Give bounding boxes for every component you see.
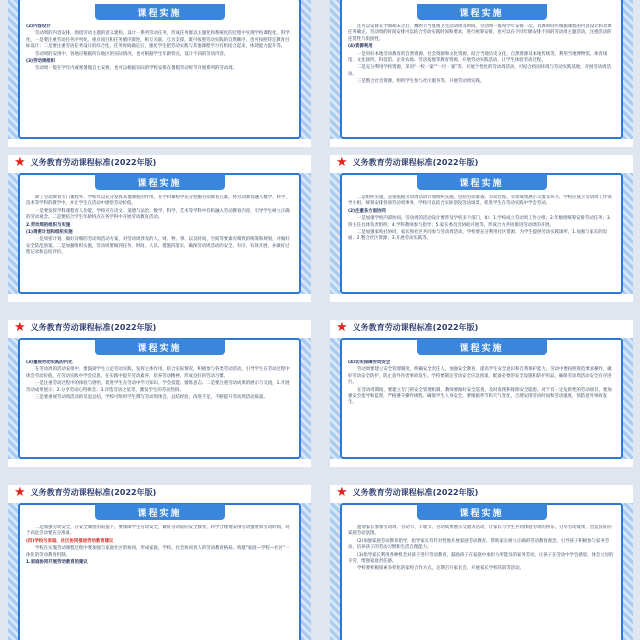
section-header: 课程实施 [95,504,225,520]
slide-thumbnail[interactable] [330,485,633,640]
section-header: 课程实施 [95,174,225,190]
paragraph: 二是充分利用学校资源，采用"一校一案""一区一案"等，开展个性化的劳动周活动，可结合校园环境与劳动实践基地，开展劳动周活动。 [348,65,611,77]
paragraph: 一是用好本地劳动教育的自然资源、社会资源和文化资源，结合当地历史文化、自然资源及本地传统等，利用当地博物馆、体育场馆、文化场所、科技馆、企业农场、劳动基地等教育资源，开展劳动实践活动，让学生体验劳动过程。 [348,51,608,64]
section-header: 课程实施 [417,339,547,355]
paragraph: 劳动周的安排中，各地应根据所在地区的实际情况，也可根据学生年龄特点，设计不同的劳动内容。 [35,51,229,57]
decor-stripe-left [8,503,18,640]
paragraph: 一是注重劳动过程中的体验与感悟，促进学生在劳动中学习知识、学会技能、锻炼意志；二是要注重劳动成果的展示与交流，1.开展劳动成果展示；2.分享劳动心得体会；3.评选劳动之星等，激发学生的劳动热情。 [26,381,290,393]
paragraph: 学校要积极探索多样化的家校合作方式，定期召开家长会，开展家长学校培训等活动。 [357,566,524,572]
star-icon: ★ [336,155,348,170]
slide-thumbnail[interactable] [330,0,633,147]
slide-body [348,360,615,453]
slide-topbar [330,155,633,170]
decor-stripe-left [330,173,340,294]
paragraph: 三是整合社会资源，组织学生参与社区服务等，开展劳动周实践。 [357,79,485,85]
slide-topbar [8,320,311,335]
slide-topbar-title: 义务教育劳动课程标准(2022年版) [30,488,157,497]
section-heading: (4)切实保障劳动安全 [348,360,391,365]
paragraph: 除了劳动教育专门课程外，学校可以充分发挥其他课程的作用，在学科课程中充分挖掘劳动教育元素，将劳动教育融入数学、科学、技术等学科的教学中，并让学生在活动中感悟劳动价值。 [26,195,290,207]
star-icon: ★ [336,320,348,335]
slide-thumbnail[interactable] [8,485,311,640]
slide-topbar [8,485,311,500]
star-icon: ★ [14,485,26,500]
decor-stripe-right [623,503,633,640]
decor-stripe-left [330,503,340,640]
paragraph: 在劳动周期间，要建立专门的安全管理机制，教师要做好安全巡查，及时发现和排除安全隐患。对于有一定危险性的劳动项目，要加强安全指导和监督，严格遵守操作规程，确保学生人身安全。要根据季节和天气变化，合理安排劳动时间和劳动强度，预防意外事故发生。 [348,387,612,406]
slide-topbar-title: 义务教育劳动课程标准(2022年版) [352,158,479,167]
slide-body [26,360,293,453]
slide-body [26,24,293,133]
section-heading: 2.劳动周的组织与实施 [26,222,71,228]
slide-thumbnail[interactable] [8,320,311,467]
decor-stripe-right [301,173,311,294]
decor-stripe-right [301,0,311,139]
decor-stripe-right [623,173,633,294]
decor-stripe-right [301,338,311,459]
paragraph: 三是要重视劳动周活动的反思总结，学校可组织学生撰写劳动周体会，总结经验，改进不足，不断提升劳动周活动质量。 [35,395,268,401]
slide-topbar [330,485,633,500]
content-frame [18,173,301,294]
paragraph: 一是周密计划，做好详细的劳动周活动方案，对劳动周涉及的人、财、物、事、以及时间、空间等要素有细致的统筹和规划，并做好安全防范预案。二是加强组织实施，劳动周要做到任务、时间、人员、措施四落实，确保劳动周活动的安全、有序、有效开展，并做好过程记录和总结评价。 [26,237,290,256]
content-frame [18,338,301,459]
slide-body [26,525,293,638]
slide-thumbnail[interactable] [8,0,311,147]
slide-body [26,195,293,288]
slide-topbar-title: 义务教育劳动课程标准(2022年版) [352,323,479,332]
section-heading: 1.家庭协同开展劳动教育的建议 [26,560,88,566]
content-frame [340,173,623,294]
decor-stripe-right [623,338,633,459]
content-frame [340,503,623,640]
slide-topbar [330,320,633,335]
section-header: 课程实施 [95,339,225,355]
decor-stripe-right [623,0,633,139]
paragraph: (3)指导家长利用各种机会对孩子进行劳动教育，鼓励孩子在家庭中承担力所能及的家务劳动，让孩子在劳动中学会感恩，体会父母的辛劳，增强家庭责任感。 [348,552,614,565]
paragraph: 劳动周要建立安全管理制度，明确安全责任人，加强安全教育，提高学生安全意识和自我保护能力。劳动中要按照规范要求操作，做好劳动安全防护，防止意外伤害事故发生。学校要制定劳动安全应急预案，配备必要的安全设施和防护用品，确保劳动周活动安全有序进行。 [348,367,612,386]
decor-stripe-left [8,173,18,294]
section-heading: (2)内容设计 [26,24,51,29]
slide-topbar-title: 义务教育劳动课程标准(2022年版) [352,488,479,497]
paragraph: 一是加强学校内部协同。劳动周的活动设计要涉及学校多个部门，如：1.学校成立劳动周工作小组；2.年级组统筹安排劳动任务；3.班主任具体负责组织；4.学科教师参与指导；5.家长委员会协助开展等，形成合力共同推进劳动周的开展。 [348,216,612,228]
star-icon: ★ [14,320,26,335]
paragraph: 一是要发挥学科课程育人功能，学校可在语文、道德与法治、数学、科学、艺术等学科中有机融入劳动教育内容，引导学生树立正确的劳动观念。二是要结合学生年龄特点在各学科中开展劳动教育活动。 [26,208,290,221]
star-icon: ★ [14,155,26,170]
section-header: 课程实施 [417,174,547,190]
paragraph: 劳动周的内容安排，围绕劳动主题的意义建构，设计一系列劳动任务，形成任务群以主题化和系统化的过程中实现学校课程化、科学化，一是要注重劳动任务序列化，重点项目和任务循序渐进，相互关联，互为支撑，既可按照劳动实践的自然顺序，也可按照特定教育目标设计；二是要注重劳动任务设计的综合化，任务时间确定后，强化学生把劳动实践与其他课程学习有机结合起来，体现能力提升等。 [26,31,290,50]
content-frame [340,0,623,139]
slide-body [348,24,615,133]
content-frame [340,338,623,459]
paragraph: 还可以安排在学期期末之后，精附节当复图卫生活动周等时间，劳动周一般每学年安排一次，具体时间可根据课程的内容设计和具体任务确定。劳动周的时间安排可以结合劳动实践时间和要求，进行统筹安排，也可以在不同年级安排不同的劳动周主题活动，注重活动的连贯性与衔接性。 [348,24,612,42]
paragraph: 邀请家长参加劳动周、劳动节、丰收节、劳动成果展示交流等活动，让家长与学生共同体验劳动的快乐，分享劳动成果，营造良好的家庭劳动氛围。 [348,525,612,537]
section-heading: (3)劳动周组织 [26,59,56,65]
slide-topbar [8,155,311,170]
paragraph: 二是加强劳动安全，在安全制度的前提下，要保障学生劳动安全，做好劳动前的安全教育，科学合理地安排劳动强度和劳动时间，对于高危劳动要充分准备。 [26,525,290,537]
decor-stripe-right [301,503,311,640]
slide-thumbnail[interactable] [330,320,633,467]
slide-thumbnail[interactable] [8,155,311,302]
section-header: 课程实施 [417,504,547,520]
paragraph: 二是加强家校社协同，家长和社区共同参与劳动周活动，学校要充分利用社区资源，为学生提供劳动实践场所，1.加强与家长的沟通；2.整合社区资源；3.开展劳动实践等。 [348,230,608,242]
section-heading: (4)资源利用 [348,44,373,50]
slide-body [348,195,615,288]
slide-body [348,525,615,638]
section-heading: (四)学校与家庭、社区协同推进劳动教育建议 [26,538,114,544]
paragraph: 劳动周一般在学年内或寒暑假自主安排，也可以根据实际的学校安排在暑假劳动时节开展系列的劳动周。 [35,66,237,72]
decor-stripe-left [8,0,18,139]
slide-thumbnail[interactable] [330,155,633,302]
paragraph: (2)加强家庭劳动教育指导，指导家长有针对性地开展家庭劳动教育，帮助家长树立正确的劳动教育观念，引导孩子积极参与家务劳动，培养孩子的劳动习惯和生活自理能力。 [348,538,610,551]
section-heading: (3)重视劳动实践的内化 [26,360,73,365]
paragraph: 学校在实施劳动课程过程中要加强与家庭社区的协同，形成家庭、学校、社会协同育人的劳动教育格局，构建"家庭—学校—社区"一体化的劳动教育机制。 [26,546,290,558]
content-frame [18,503,301,640]
decor-stripe-left [330,338,340,459]
decor-stripe-left [8,338,18,459]
paragraph: 在劳动周的活动安排中，要鼓励学生立足劳动实践，发挥主体作用，结合实际情况，积极参与各类劳动活动，引导学生在劳动过程中体会劳动价值，在劳动实践中学会反思，在实践中提升劳动素养，培养劳动精神，形成良好的劳动习惯。 [26,367,290,379]
slide-topbar-title: 义务教育劳动课程标准(2022年版) [30,158,157,167]
section-header: 课程实施 [417,4,547,20]
content-frame [18,0,301,139]
slide-topbar-title: 义务教育劳动课程标准(2022年版) [30,323,157,332]
section-heading: (2)注重各方面协同 [348,208,386,214]
decor-stripe-left [330,0,340,139]
section-heading: (1)周密计划和组织实施 [26,230,73,236]
section-header: 课程实施 [95,4,225,20]
star-icon: ★ [336,485,348,500]
paragraph: 二是组织实施，是指依据劳动周活动计划组织实施，包括劳动准备、劳动过程、劳动成果展示交流等环节，学校应成立劳动周工作领导小组，统筹安排各项劳动周事务，学校可以结合实际创设劳动场景，促进学生在劳动实践中学会劳动。 [348,195,612,207]
